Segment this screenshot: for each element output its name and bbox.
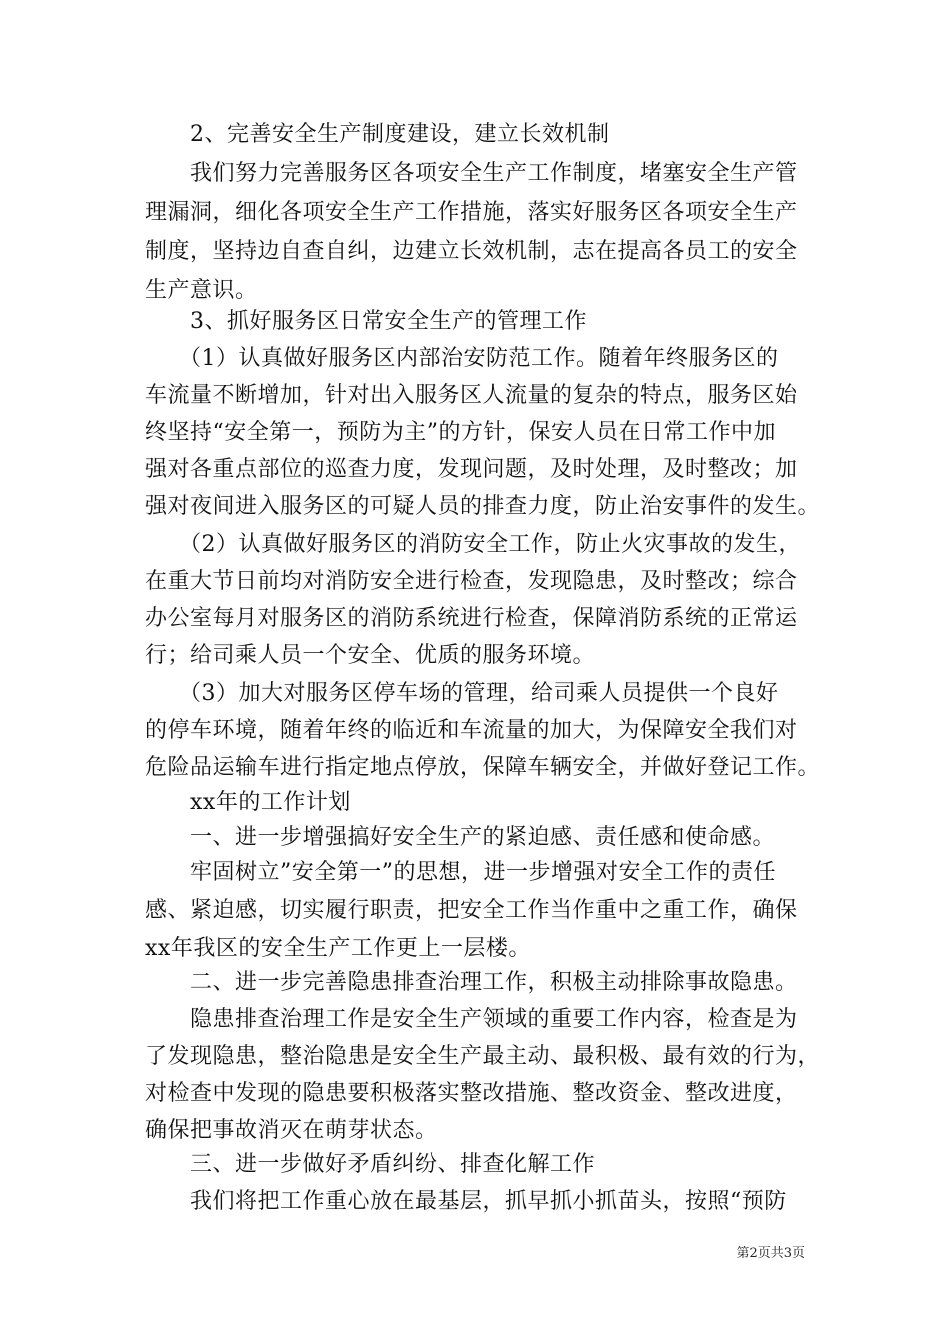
text-line: 强对夜间进入服务区的可疑人员的排查力度，防止治安事件的发生。	[145, 494, 821, 519]
text-line: 强对各重点部位的巡查力度，发现问题，及时处理，及时整改；加	[145, 457, 798, 482]
text-line: （3）加大对服务区停车场的管理，给司乘人员提供一个良好	[145, 681, 779, 706]
text-line: 2、完善安全生产制度建设，建立长效机制	[145, 122, 610, 147]
text-line: 牢固树立”安全第一”的思想，进一步增强对安全工作的责任	[145, 860, 776, 885]
text-line: （1）认真做好服务区内部治安防范工作。随着年终服务区的	[145, 346, 779, 371]
text-line: 感、紧迫感，切实履行职责，把安全工作当作重中之重工作，确保	[145, 898, 798, 923]
page-number: 第2页共3页	[736, 1246, 805, 1261]
text-line: 我们将把工作重心放在最基层，抓早抓小抓苗头，按照“预防	[145, 1189, 787, 1214]
text-line: 行；给司乘人员一个安全、优质的服务环境。	[145, 643, 596, 668]
text-line: 确保把事故消灭在萌芽状态。	[145, 1118, 438, 1143]
text-line: 一、进一步增强搞好安全生产的紧迫感、责任感和使命感。	[145, 825, 776, 850]
text-line: 生产意识。	[145, 278, 258, 303]
text-line: 了发现隐患，整治隐患是安全生产最主动、最积极、最有效的行为，	[145, 1044, 821, 1069]
text-line: 终坚持“安全第一，预防为主”的方针，保安人员在日常工作中加	[145, 420, 776, 445]
text-line: 二、进一步完善隐患排查治理工作，积极主动排除事故隐患。	[145, 970, 798, 995]
text-line: 办公室每月对服务区的消防系统进行检查，保障消防系统的正常运	[145, 606, 798, 631]
text-line: 对检查中发现的隐患要积极落实整改措施、整改资金、整改进度，	[145, 1081, 798, 1106]
text-line: 隐患排查治理工作是安全生产领域的重要工作内容，检查是为	[145, 1007, 798, 1032]
text-line: xx年我区的安全生产工作更上一层楼。	[145, 936, 531, 961]
text-line: 车流量不断增加，针对出入服务区人流量的复杂的特点，服务区始	[145, 383, 798, 408]
text-line: 我们努力完善服务区各项安全生产工作制度，堵塞安全生产管	[145, 161, 798, 186]
text-line: 的停车环境，随着年终的临近和车流量的加大，为保障安全我们对	[145, 718, 798, 743]
text-line: xx年的工作计划	[145, 790, 351, 815]
text-line: 在重大节日前均对消防安全进行检查，发现隐患，及时整改；综合	[145, 569, 798, 594]
text-line: 三、进一步做好矛盾纠纷、排查化解工作	[145, 1152, 596, 1177]
text-line: （2）认真做好服务区的消防安全工作，防止火灾事故的发生，	[145, 532, 801, 557]
text-line: 危险品运输车进行指定地点停放，保障车辆安全，并做好登记工作。	[145, 755, 821, 780]
text-line: 制度，坚持边自查自纠，边建立长效机制，志在提高各员工的安全	[145, 239, 798, 264]
text-line: 3、抓好服务区日常安全生产的管理工作	[145, 309, 587, 334]
text-line: 理漏洞，细化各项安全生产工作措施，落实好服务区各项安全生产	[145, 200, 798, 225]
